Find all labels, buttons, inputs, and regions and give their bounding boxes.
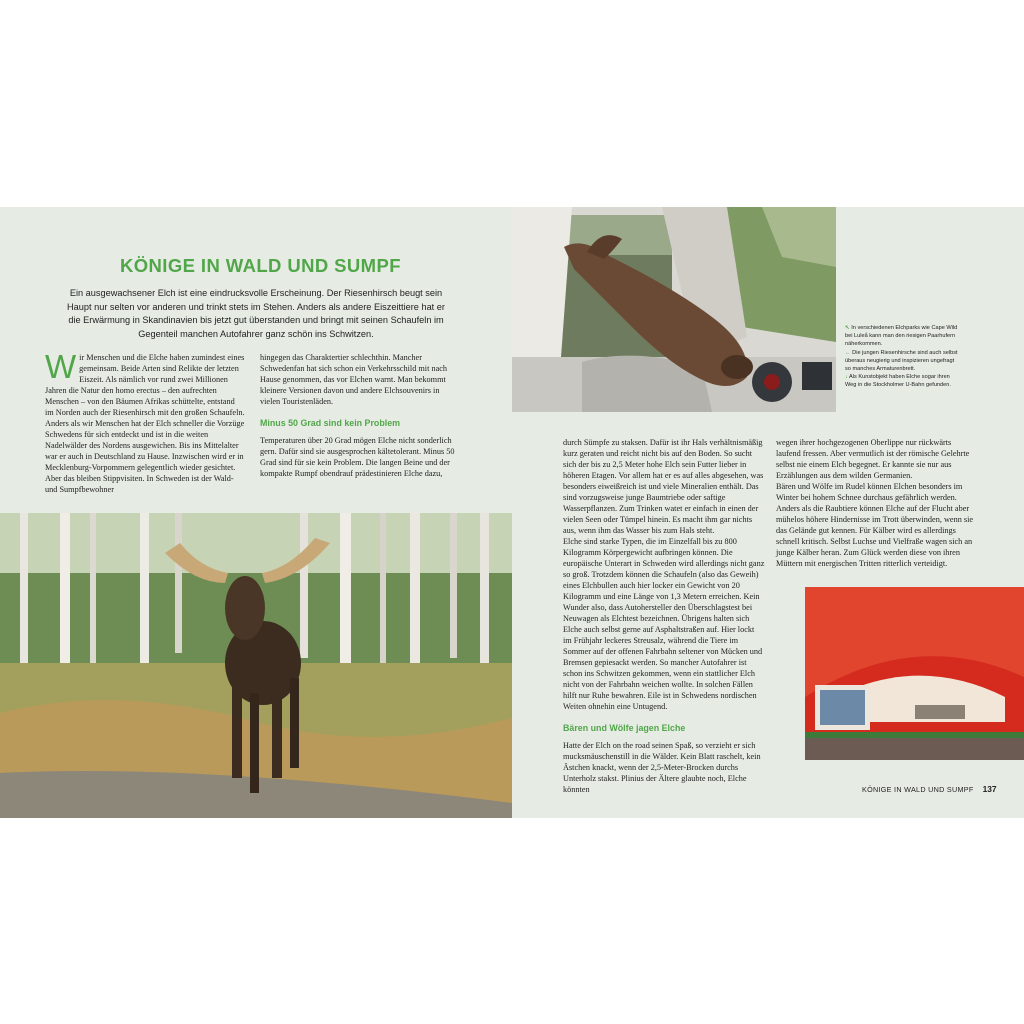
text-column-2 xyxy=(260,352,460,479)
col4-p1: wegen ihrer hochgezogenen Oberlippe nur rückwärts laufend fressen. Aber vermutlich ist der römische Gelehrte selbst nie einem Elch begegnet. Er kannte sie nur aus Erzählungen aus dem wilden Germanien. xyxy=(776,438,970,480)
col3-p3: Hatte der Elch on the road seinen Spaß, so verzieht er sich mucksmäuschenstill in die Wälder. Kein Blatt raschelt, kein Ästchen knackt, wenn der 2,5-Meter-Brocken durchs Unterholz stakst. Plinius der Ältere glaubte noch, Elche könnten xyxy=(563,741,761,794)
drop-cap: W xyxy=(45,348,77,385)
running-head: KÖNIGE IN WALD UND SUMPF xyxy=(862,785,974,794)
col4-p2: Bären und Wölfe im Rudel können Elchen besonders im Winter bei hohem Schnee durchaus gefährlich werden. Anders als die Raubtiere können Elche auf der Flucht aber mühelos höhere Hindernisse im Trott überwinden, wenn sie das Gelände gut kennen. Für Kälber wird es allerdings schnell kritisch. Selbst Luchse und Vielfraße wagen sich an junge Kälber heran. Zum Glück werden diese von ihren Müttern mit energischen Tritten ritterlich verteidigt. xyxy=(776,482,974,568)
photo-subway-art xyxy=(805,587,1024,760)
col3-p1: durch Sümpfe zu staksen. Dafür ist ihr Hals verhältnismäßig kurz geraten und reicht nicht bis auf den Boden. So sucht sich der bis zu 2,5 Meter hohe Elch sein Futter lieber in höheren Etagen. Vor allem hat er es auf alles abgesehen, was besonders eiweißreich ist und viele Mineralien enthält. Das sind vorzugsweise junge Baumtriebe oder saftige Wasserpflanzen. Zum Trinken watet er einfach in einen der vielen Seen oder Tümpel hinein. Es macht ihm gar nichts aus, wenn ihm das Wasser bis zum Hals steht. xyxy=(563,438,764,535)
col2-intro: hingegen das Charaktertier schlechthin. Mancher Schwedenfan hat sich schon ein Verkehrsschild mit nach Hause genommen, das vor Elchen warnt. Man bekommt kleinere Versionen davon und andere Elchsouvenirs in vielen Touristenläden. xyxy=(260,353,448,406)
caption-2: ← Die jungen Riesenhirsche sind auch selbst überaus neugierig und inspizieren ungefragt so manches Armaturenbrett. xyxy=(845,349,958,373)
col2-text: Temperaturen über 20 Grad mögen Elche nicht sonderlich gern. Dafür sind sie ausgesprochen kältetolerant. Minus 50 Grad sind für sie kein Problem. Die langen Beine und der kompakte Rumpf obendrauf prädestinieren Elche dazu, xyxy=(260,436,455,478)
col1-text: ir Menschen und die Elche haben zumindest eines gemeinsam. Beide Arten sind Relikte der letzten Eiszeit. Als nämlich vor rund zwei Millionen Jahren die Natur den homo erectus – den aufrechten Menschen – von den Bäumen Afrikas schüttelte, entstand im Norden auch der Riesenhirsch mit den großen Schaufeln. Anders als wir Menschen hat der Elch schneller die Vorzüge Schwedens für sich entdeckt und ist in die weiten Nadelwälder des Nordens ausgewichen. Bis ins Mittelalter war er auch in Deutschland zu Hause. Inzwischen wird er in Mecklenburg-Vorpommern gelegentlich wieder gesichtet. Aber das bleiben Stippvisiten. In Schweden ist der Wald- und Sumpfbewohner xyxy=(45,353,245,494)
photo-moose-forest xyxy=(0,513,512,818)
arrow-left-icon: ← xyxy=(845,349,851,356)
text-column-3 xyxy=(563,437,765,795)
text-column-4 xyxy=(776,437,978,569)
image-captions xyxy=(845,324,960,390)
page-number: 137 xyxy=(982,784,997,794)
arrow-down-icon: ↓ xyxy=(845,374,848,381)
text-column-1 xyxy=(45,348,245,495)
photo-moose-in-car xyxy=(512,207,836,412)
lead-paragraph: Ein ausgewachsener Elch ist eine eindrucksvolle Erscheinung. Der Riesenhirsch beugt sein Haupt nur selten vor anderen und trinkt stets im Stehen. Anders als andere Eiszeittiere hat er die Erwärmung in Skandinavien bis jetzt gut überstanden und bringt mit seinen Schaufeln im Gegenteil manchen Autofahrer ganz schön ins Schwitzen. xyxy=(67,288,445,339)
subheading-baeren-woelfe: Bären und Wölfe jagen Elche xyxy=(563,723,686,733)
page-footer xyxy=(862,784,997,794)
caption-3: ↓ Als Kunstobjekt haben Elche sogar ihren Weg in die Stockholmer U-Bahn gefunden. xyxy=(845,374,951,389)
arrow-up-left-icon: ↖ xyxy=(845,325,850,331)
col3-p2: Elche sind starke Typen, die im Einzelfall bis zu 800 Kilogramm Körpergewicht aufbringen können. Die europäische Unterart in Schweden wird allerdings nicht ganz so groß. Trotzdem können die Schaufeln (also das Geweih) eines Elchbullen auch hier locker ein Gewicht von 20 Kilogramm und eine Länge von 1,3 Metern erreichen. Kein Wunder also, dass Autohersteller den Überschlagstest bei Neuwagen als Elchtest bezeichnen. Übrigens halten sich Elche auch selbst gerne auf Asphaltstraßen auf. Hier lockt im Frühjahr leckeres Streusalz, während die Tiere im Sommer auf der offenen Fahrbahn seltener von Mücken und Bremsen gepiesackt werden. So mancher Autofahrer ist schon ins Schwitzen gekommen, wenn ein stattlicher Elch nicht von der Fahrbahn weichen wollte. In solchen Fällen hilft nur Ruhe bewahren. Eile ist in Schwedens nordischen Weiten ohnehin eine Untugend. xyxy=(563,537,765,711)
book-spread xyxy=(0,207,1024,818)
subheading-minus-50: Minus 50 Grad sind kein Problem xyxy=(260,418,401,428)
caption-1: ↖ In verschiedenen Elchparks wie Cape Wild bei Luleå kann man den riesigen Paarhufern näherkommen. xyxy=(845,325,958,348)
page-title: KÖNIGE IN WALD UND SUMPF xyxy=(120,255,401,276)
